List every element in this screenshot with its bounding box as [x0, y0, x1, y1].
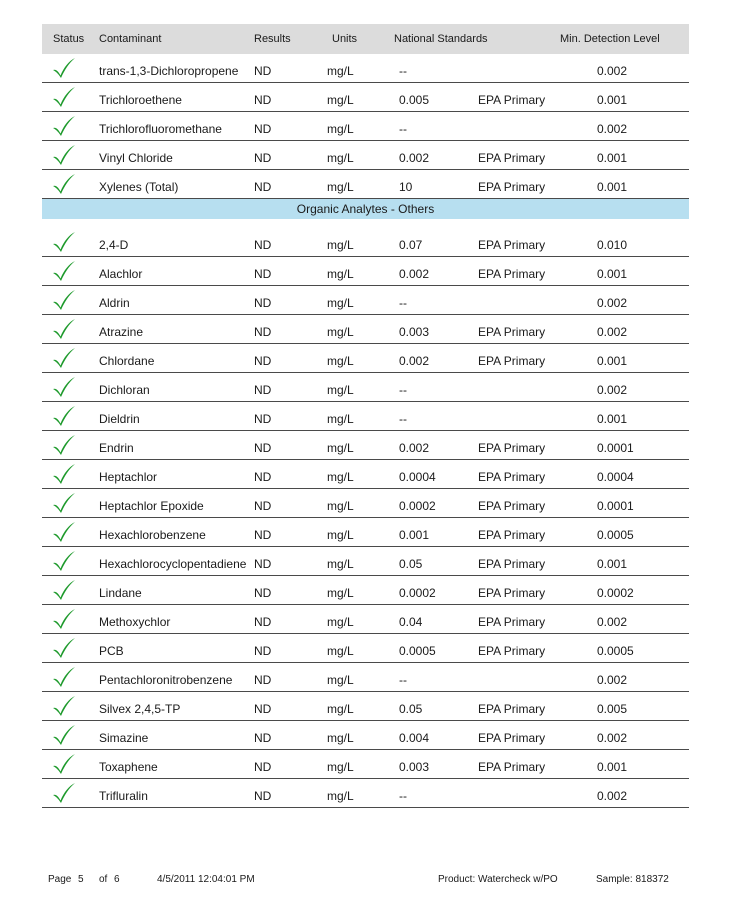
result-value: ND: [254, 644, 272, 658]
result-value: ND: [254, 470, 272, 484]
standard-agency: EPA Primary: [478, 615, 546, 629]
header-results: Results: [254, 33, 291, 45]
section-header: Organic Analytes - Others: [42, 199, 689, 219]
contaminant-name: Hexachlorobenzene: [99, 528, 206, 542]
contaminant-name: Trichlorofluoromethane: [99, 122, 222, 136]
checkmark-icon: [52, 782, 76, 804]
contaminant-name: Simazine: [99, 731, 149, 745]
standard-value: 0.0004: [399, 470, 436, 484]
units-value: mg/L: [327, 557, 354, 571]
min-detection-value: 0.001: [597, 267, 628, 281]
standard-value: 10: [399, 180, 413, 194]
min-detection-value: 0.002: [597, 325, 628, 339]
result-value: ND: [254, 760, 272, 774]
min-detection-value: 0.005: [597, 702, 628, 716]
units-value: mg/L: [327, 702, 354, 716]
standard-value: --: [399, 789, 407, 803]
checkmark-icon: [52, 260, 76, 282]
standard-value: 0.002: [399, 354, 430, 368]
checkmark-icon: [52, 86, 76, 108]
standard-value: 0.0005: [399, 644, 436, 658]
footer-sample: Sample: 818372: [596, 874, 669, 885]
result-value: ND: [254, 93, 272, 107]
standard-agency: EPA Primary: [478, 528, 546, 542]
standard-value: 0.004: [399, 731, 430, 745]
standard-value: --: [399, 122, 407, 136]
units-value: mg/L: [327, 180, 354, 194]
table-row: [42, 518, 689, 547]
standard-value: 0.001: [399, 528, 430, 542]
result-value: ND: [254, 325, 272, 339]
table-row: [42, 141, 689, 170]
table-row: [42, 83, 689, 112]
footer-of-label: of: [99, 874, 108, 885]
checkmark-icon: [52, 115, 76, 137]
standard-value: 0.005: [399, 93, 430, 107]
table-row: [42, 721, 689, 750]
checkmark-icon: [52, 463, 76, 485]
table-row: [42, 750, 689, 779]
checkmark-icon: [52, 376, 76, 398]
result-value: ND: [254, 499, 272, 513]
units-value: mg/L: [327, 441, 354, 455]
standard-value: --: [399, 296, 407, 310]
standard-value: 0.04: [399, 615, 423, 629]
standard-agency: EPA Primary: [478, 760, 546, 774]
contaminant-name: Silvex 2,4,5-TP: [99, 702, 181, 716]
checkmark-icon: [52, 724, 76, 746]
contaminant-name: Trifluralin: [99, 789, 148, 803]
contaminant-name: Heptachlor: [99, 470, 158, 484]
checkmark-icon: [52, 579, 76, 601]
min-detection-value: 0.0005: [597, 644, 634, 658]
result-value: ND: [254, 238, 272, 252]
result-value: ND: [254, 586, 272, 600]
standard-value: --: [399, 64, 407, 78]
table-row: [42, 460, 689, 489]
contaminant-name: Xylenes (Total): [99, 180, 179, 194]
table-row: [42, 344, 689, 373]
standard-value: 0.003: [399, 760, 430, 774]
units-value: mg/L: [327, 296, 354, 310]
result-value: ND: [254, 354, 272, 368]
min-detection-value: 0.002: [597, 731, 628, 745]
standard-agency: EPA Primary: [478, 151, 546, 165]
units-value: mg/L: [327, 470, 354, 484]
result-value: ND: [254, 180, 272, 194]
contaminant-name: Aldrin: [99, 296, 130, 310]
standard-agency: EPA Primary: [478, 470, 546, 484]
units-value: mg/L: [327, 586, 354, 600]
min-detection-value: 0.001: [597, 412, 628, 426]
contaminant-name: trans-1,3-Dichloropropene: [99, 64, 239, 78]
units-value: mg/L: [327, 412, 354, 426]
units-value: mg/L: [327, 325, 354, 339]
contaminant-name: Methoxychlor: [99, 615, 171, 629]
table-row: [42, 663, 689, 692]
header-contaminant: Contaminant: [99, 33, 162, 45]
checkmark-icon: [52, 318, 76, 340]
standard-agency: EPA Primary: [478, 499, 546, 513]
table-row: [42, 170, 689, 199]
contaminant-name: Hexachlorocyclopentadiene: [99, 557, 247, 571]
footer-page-number: 5: [78, 874, 84, 885]
contaminant-name: Dichloran: [99, 383, 150, 397]
table-row: [42, 489, 689, 518]
standard-agency: EPA Primary: [478, 238, 546, 252]
checkmark-icon: [52, 608, 76, 630]
standard-value: 0.0002: [399, 499, 436, 513]
standard-agency: EPA Primary: [478, 586, 546, 600]
min-detection-value: 0.010: [597, 238, 628, 252]
table-row: [42, 779, 689, 808]
checkmark-icon: [52, 492, 76, 514]
units-value: mg/L: [327, 238, 354, 252]
checkmark-icon: [52, 289, 76, 311]
result-value: ND: [254, 557, 272, 571]
table-row: [42, 576, 689, 605]
standard-agency: EPA Primary: [478, 267, 546, 281]
checkmark-icon: [52, 666, 76, 688]
standard-value: --: [399, 412, 407, 426]
standard-agency: EPA Primary: [478, 441, 546, 455]
table-row: [42, 373, 689, 402]
min-detection-value: 0.002: [597, 673, 628, 687]
min-detection-value: 0.002: [597, 615, 628, 629]
footer-page-total: 6: [114, 874, 120, 885]
min-detection-value: 0.0001: [597, 499, 634, 513]
standard-value: 0.003: [399, 325, 430, 339]
standard-agency: EPA Primary: [478, 557, 546, 571]
units-value: mg/L: [327, 383, 354, 397]
min-detection-value: 0.0002: [597, 586, 634, 600]
standard-value: 0.05: [399, 557, 423, 571]
result-value: ND: [254, 789, 272, 803]
standard-agency: EPA Primary: [478, 644, 546, 658]
units-value: mg/L: [327, 673, 354, 687]
standard-value: 0.0002: [399, 586, 436, 600]
checkmark-icon: [52, 550, 76, 572]
standard-value: 0.07: [399, 238, 423, 252]
contaminant-name: Trichloroethene: [99, 93, 182, 107]
table-row: [42, 315, 689, 344]
standard-value: 0.05: [399, 702, 423, 716]
table-row: [42, 547, 689, 576]
result-value: ND: [254, 702, 272, 716]
footer-timestamp: 4/5/2011 12:04:01 PM: [157, 874, 255, 885]
checkmark-icon: [52, 173, 76, 195]
min-detection-value: 0.002: [597, 122, 628, 136]
table-row: [42, 112, 689, 141]
standard-value: 0.002: [399, 267, 430, 281]
header-units: Units: [332, 33, 358, 45]
table-header: [42, 24, 689, 54]
standard-agency: EPA Primary: [478, 93, 546, 107]
units-value: mg/L: [327, 615, 354, 629]
table-row: [42, 257, 689, 286]
min-detection-value: 0.001: [597, 760, 628, 774]
standard-agency: EPA Primary: [478, 325, 546, 339]
min-detection-value: 0.002: [597, 296, 628, 310]
contaminant-name: Dieldrin: [99, 412, 140, 426]
results-table: [42, 24, 689, 808]
checkmark-icon: [52, 637, 76, 659]
min-detection-value: 0.002: [597, 64, 628, 78]
standard-value: 0.002: [399, 151, 430, 165]
standard-agency: EPA Primary: [478, 354, 546, 368]
checkmark-icon: [52, 231, 76, 253]
contaminant-name: Lindane: [99, 586, 142, 600]
checkmark-icon: [52, 347, 76, 369]
table-body: [42, 54, 689, 808]
standard-agency: EPA Primary: [478, 180, 546, 194]
checkmark-icon: [52, 753, 76, 775]
result-value: ND: [254, 296, 272, 310]
result-value: ND: [254, 267, 272, 281]
units-value: mg/L: [327, 789, 354, 803]
contaminant-name: Vinyl Chloride: [99, 151, 173, 165]
units-value: mg/L: [327, 267, 354, 281]
min-detection-value: 0.002: [597, 383, 628, 397]
contaminant-name: Pentachloronitrobenzene: [99, 673, 233, 687]
result-value: ND: [254, 528, 272, 542]
footer-product: Product: Watercheck w/PO: [438, 874, 558, 885]
result-value: ND: [254, 383, 272, 397]
checkmark-icon: [52, 695, 76, 717]
units-value: mg/L: [327, 731, 354, 745]
result-value: ND: [254, 441, 272, 455]
checkmark-icon: [52, 434, 76, 456]
standard-value: 0.002: [399, 441, 430, 455]
units-value: mg/L: [327, 122, 354, 136]
table-row: [42, 692, 689, 721]
checkmark-icon: [52, 405, 76, 427]
checkmark-icon: [52, 57, 76, 79]
contaminant-name: 2,4-D: [99, 238, 129, 252]
table-row: [42, 54, 689, 83]
min-detection-value: 0.001: [597, 93, 628, 107]
result-value: ND: [254, 673, 272, 687]
page-footer: [0, 874, 730, 888]
contaminant-name: Atrazine: [99, 325, 144, 339]
contaminant-name: Endrin: [99, 441, 134, 455]
contaminant-name: Toxaphene: [99, 760, 158, 774]
min-detection-value: 0.0004: [597, 470, 634, 484]
min-detection-value: 0.001: [597, 557, 628, 571]
header-min-detection-level: Min. Detection Level: [560, 33, 660, 45]
min-detection-value: 0.002: [597, 789, 628, 803]
units-value: mg/L: [327, 499, 354, 513]
header-status: Status: [53, 33, 85, 45]
contaminant-name: PCB: [99, 644, 124, 658]
min-detection-value: 0.001: [597, 151, 628, 165]
units-value: mg/L: [327, 354, 354, 368]
units-value: mg/L: [327, 151, 354, 165]
min-detection-value: 0.001: [597, 180, 628, 194]
result-value: ND: [254, 412, 272, 426]
standard-agency: EPA Primary: [478, 702, 546, 716]
table-row: [42, 431, 689, 460]
units-value: mg/L: [327, 93, 354, 107]
table-row: [42, 634, 689, 663]
contaminant-name: Heptachlor Epoxide: [99, 499, 204, 513]
standard-value: --: [399, 673, 407, 687]
units-value: mg/L: [327, 760, 354, 774]
checkmark-icon: [52, 144, 76, 166]
result-value: ND: [254, 731, 272, 745]
result-value: ND: [254, 64, 272, 78]
result-value: ND: [254, 151, 272, 165]
units-value: mg/L: [327, 64, 354, 78]
result-value: ND: [254, 122, 272, 136]
table-row: [42, 605, 689, 634]
units-value: mg/L: [327, 528, 354, 542]
min-detection-value: 0.0001: [597, 441, 634, 455]
min-detection-value: 0.0005: [597, 528, 634, 542]
standard-value: --: [399, 383, 407, 397]
footer-page-label: Page: [48, 874, 72, 885]
units-value: mg/L: [327, 644, 354, 658]
table-row: [42, 286, 689, 315]
result-value: ND: [254, 615, 272, 629]
table-row: [42, 402, 689, 431]
contaminant-name: Alachlor: [99, 267, 143, 281]
header-national-standards: National Standards: [394, 33, 488, 45]
checkmark-icon: [52, 521, 76, 543]
standard-agency: EPA Primary: [478, 731, 546, 745]
table-row: [42, 228, 689, 257]
contaminant-name: Chlordane: [99, 354, 155, 368]
min-detection-value: 0.001: [597, 354, 628, 368]
